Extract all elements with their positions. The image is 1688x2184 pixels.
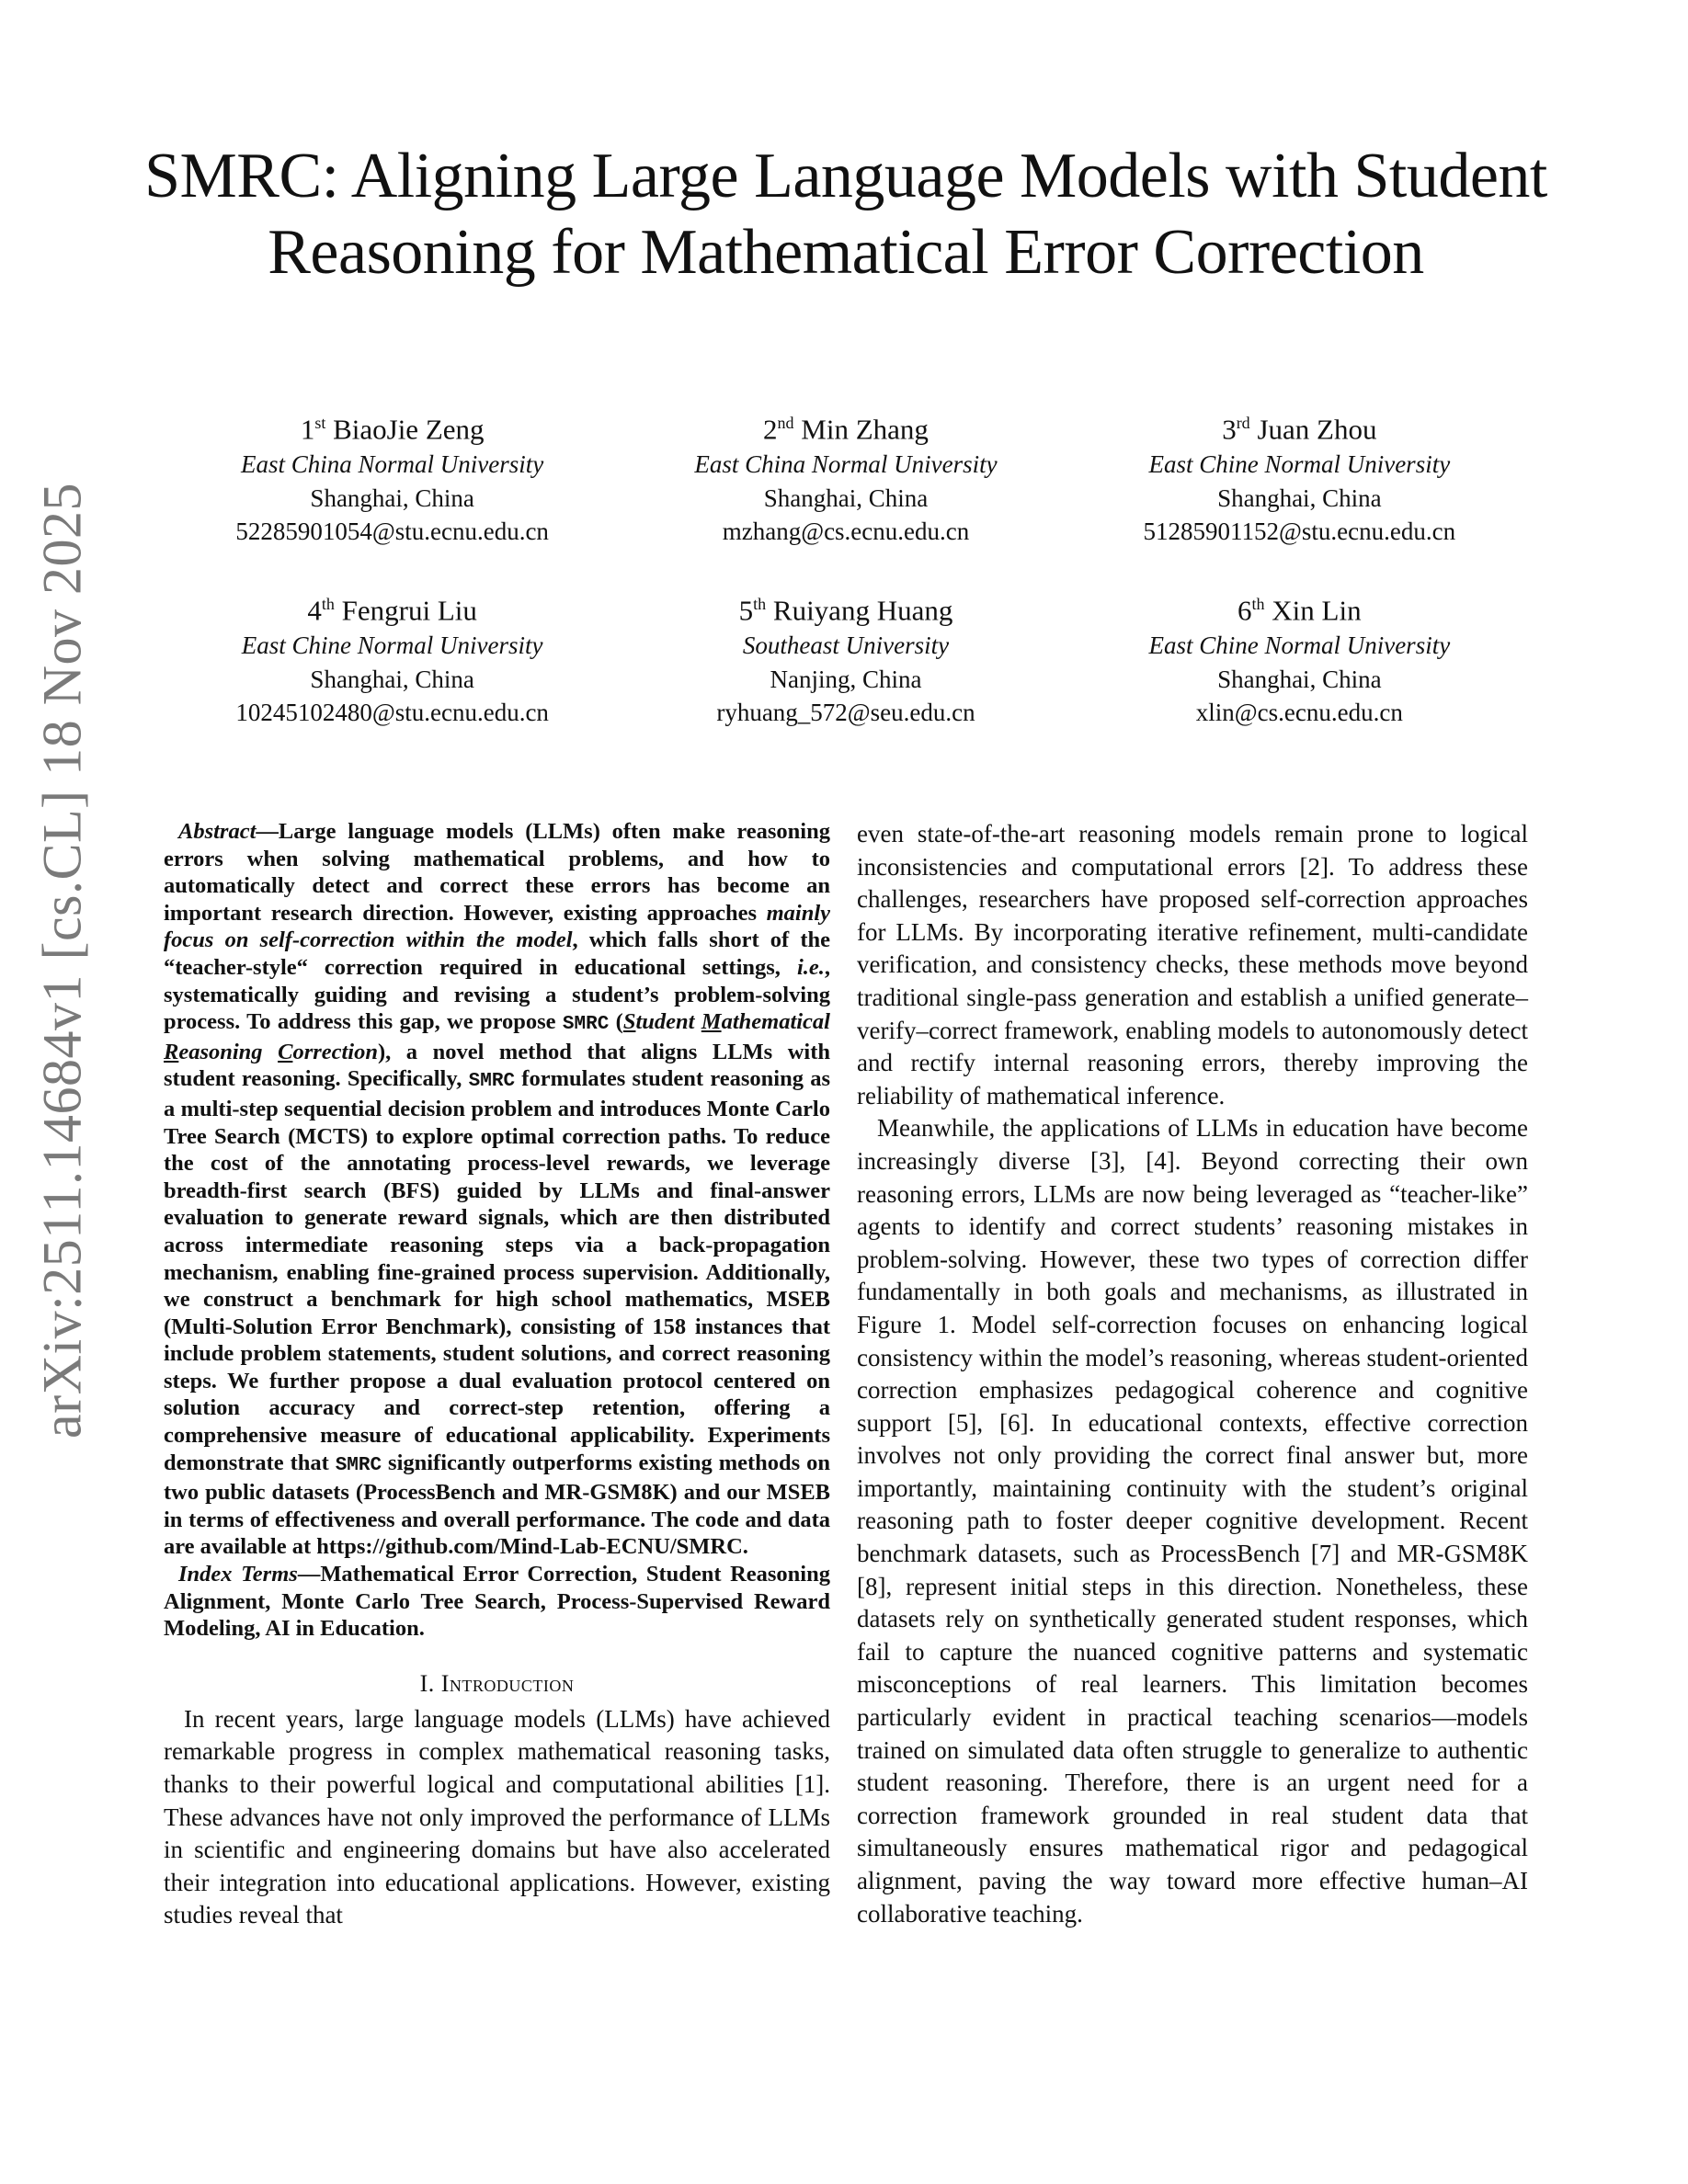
arxiv-stamp-text: arXiv:2511.14684v1 [cs.CL] 18 Nov 2025 [31,483,93,1439]
abstract-text: , systematically guiding and revising a student’s problem-solving process. To address this gap, we propose [164,954,830,1035]
author-email: 10245102480@stu.ecnu.edu.cn [235,699,549,727]
author-location: Shanghai, China [763,483,929,512]
intro-paragraph-2: Meanwhile, the applications of LLMs in education have become increasingly diverse [3], [4]. Beyond correcting their own reasoning errors, LLMs are now being leveraged as “teacher-like” agents to identify and correct students’ reasoning mistakes in problem-solving. However, these two types of correction differ fundamentally in both goals and mechanisms, as illustrated in Figure 1. Model self-correction focuses on enhancing logical consistency within the model’s reasoning, whereas student-oriented correction emphasizes pedagogical coherence and cognitive support [5], [6]. In educational contexts, effective correction involves not only providing the correct final answer but, more importantly, maintaining continuity with the student’s original reasoning path to foster deeper cognitive development. Recent benchmark datasets, such as ProcessBench [7] and MR-GSM8K [8], represent initial steps in this direction. Nonetheless, these datasets rely on synthetically generated student responses, which fail to capture the nuanced cognitive patterns and systematic misconceptions of real learners. This limitation becomes particularly evident in practical teaching scenarios—models trained on simulated data often struggle to generalize to authentic student reasoning. Therefore, there is an urgent need for a correction framework grounded in real student data that simultaneously ensures mathematical rigor and pedagogical alignment, paving the way toward more effective human–AI collaborative teaching. [857,1114,1528,1928]
author-ordinal-suffix: nd [777,414,794,432]
paper-title: SMRC: Aligning Large Language Models with Student Reasoning for Mathematical Error Correction [144,141,1547,288]
author-email: 52285901054@stu.ecnu.edu.cn [235,518,549,546]
author-name [619,586,1072,629]
author-ordinal-suffix: rd [1236,414,1250,432]
index-terms-text: Mathematical Error Correction, Student Reasoning Alignment, Monte Carlo Tree Search, Process-Supervised Reward Modeling, AI in Education. [164,1562,830,1642]
author-name [619,404,1072,448]
smrc-name: SMRC [468,1071,516,1093]
author-name-text: Fengrui Liu [341,594,477,627]
author-email: 51285901152@stu.ecnu.edu.cn [1143,518,1456,546]
author-name-text: BiaoJie Zeng [333,413,485,446]
acronym-letter: C [278,1039,293,1064]
author-affiliation: Southeast University [742,631,950,660]
intro-paragraph-1: In recent years, large language models (LLMs) have achieved remarkable progress in complex mathematical reasoning tasks, thanks to their powerful logical and computational abilities [1]. These advances have not only improved the performance of LLMs in scientific and engineering domains but have also accelerated their integration into educational applications. However, existing studies reveal that [164,1704,830,1929]
index-terms-dash: — [297,1562,321,1587]
intro-paragraph-1-continued: even state-of-the-art reasoning models remain prone to logical inconsistencies and computational errors [2]. To address these challenges, researchers have proposed self-correction approaches for LLMs. By incorporating iterative refinement, multi-candidate verification, and consistency checks, these methods move beyond traditional single-pass generation and establish a unified generate–verify–correct framework, enabling models to autonomously detect and rectify internal reasoning errors, thereby improving the reliability of mathematical inference. [857,820,1528,1109]
abstract-text: significantly outperforms existing methods on two public datasets (ProcessBench and MR-GSM8K) and our MSEB in terms of effectiveness and overall performance. The code and data are available at https://github.com/Mind-Lab-ECNU/SMRC. [164,1450,831,1560]
author-ordinal: 1 [300,413,315,446]
author-name [1073,586,1526,629]
smrc-name: SMRC [562,1014,610,1036]
abstract-text: formulates student reasoning as a multi-step sequential decision problem and introduces Monte Carlo Tree Search (MCTS) to explore optimal correction paths. To reduce the cost of the annotating process-level rewards, we leverage breadth-first search (BFS) guided by LLMs and final-answer evaluation to generate reward signals, which are then distributed across intermediate reasoning steps via a back-propagation mechanism, enabling fine-grained process supervision. Additionally, we construct a benchmark for high school mathematics, MSEB (Multi-Solution Error Benchmark), consisting of 158 instances that include problem statements, student solutions, and correct reasoning steps. We further propose a dual evaluation protocol centered on solution accuracy and correct-step retention, offering a comprehensive measure of educational applicability. Experiments demonstrate that [164,1066,830,1475]
acronym-word: athematical [721,1009,830,1035]
author-name-text: Xin Lin [1272,594,1362,627]
abstract-text: ( [609,1009,623,1035]
smrc-name: SMRC [335,1454,382,1476]
author-ordinal-suffix: st [314,414,326,432]
author-2 [619,404,1072,549]
author-location: Shanghai, China [1217,483,1382,512]
abstract-text: ), a novel method that aligns LLMs with student reasoning. Specifically, [164,1039,830,1092]
abstract-ie: i.e. [796,954,825,980]
right-column [857,818,1528,1930]
author-affiliation: East Chine Normal University [1148,450,1451,479]
author-email: ryhuang_572@seu.edu.cn [716,699,975,727]
index-terms-label: Index Terms [178,1562,298,1587]
author-name-text: Juan Zhou [1257,413,1377,446]
abstract [164,818,830,1561]
author-block [165,404,1526,730]
index-terms [164,1561,830,1643]
acronym-word: orrection [292,1039,378,1064]
left-column [164,818,830,1932]
author-affiliation: East Chine Normal University [1148,631,1451,660]
author-5 [619,586,1072,730]
abstract-emphasis: mainly focus on self-correction within the model [164,900,830,953]
author-name-text: Ruiyang Huang [772,594,953,627]
author-location: Shanghai, China [310,483,474,512]
author-name [165,586,619,629]
author-3 [1073,404,1526,549]
abstract-text: Large language models (LLMs) often make reasoning errors when solving mathematical problems, and how to automatically detect and correct these errors has become an important research direction. However, existing approaches [164,819,830,926]
author-ordinal: 4 [307,594,322,627]
author-name [1073,404,1526,448]
author-email: mzhang@cs.ecnu.edu.cn [722,518,970,546]
author-ordinal-suffix: th [1251,594,1265,613]
arxiv-stamp [26,483,99,1439]
author-location: Nanjing, China [770,665,922,693]
section-heading-introduction: I. Introduction [419,1669,575,1697]
author-location: Shanghai, China [310,665,474,693]
acronym-word: easoning [178,1039,279,1064]
author-4 [165,586,619,730]
author-name [165,404,619,448]
author-name-text: Min Zhang [801,413,929,446]
acronym-letter: M [701,1009,722,1035]
author-ordinal: 6 [1237,594,1252,627]
author-ordinal-suffix: th [321,594,335,613]
author-ordinal: 2 [763,413,778,446]
author-ordinal: 3 [1222,413,1237,446]
author-6 [1073,586,1526,730]
author-affiliation: East China Normal University [241,450,544,479]
author-location: Shanghai, China [1217,665,1382,693]
author-affiliation: East China Normal University [694,450,998,479]
author-1 [165,404,619,549]
abstract-label: Abstract [178,819,257,844]
author-email: xlin@cs.ecnu.edu.cn [1195,699,1403,727]
author-ordinal: 5 [738,594,754,627]
acronym-letter: S [622,1009,636,1035]
author-ordinal-suffix: th [753,594,767,613]
acronym-word: tudent [635,1009,701,1035]
author-affiliation: East Chine Normal University [241,631,543,660]
abstract-dash: — [256,819,279,844]
acronym-letter: R [164,1039,179,1064]
abstract-text: , which falls short of the “teacher-style“ correction required in educational settings, [164,927,830,980]
